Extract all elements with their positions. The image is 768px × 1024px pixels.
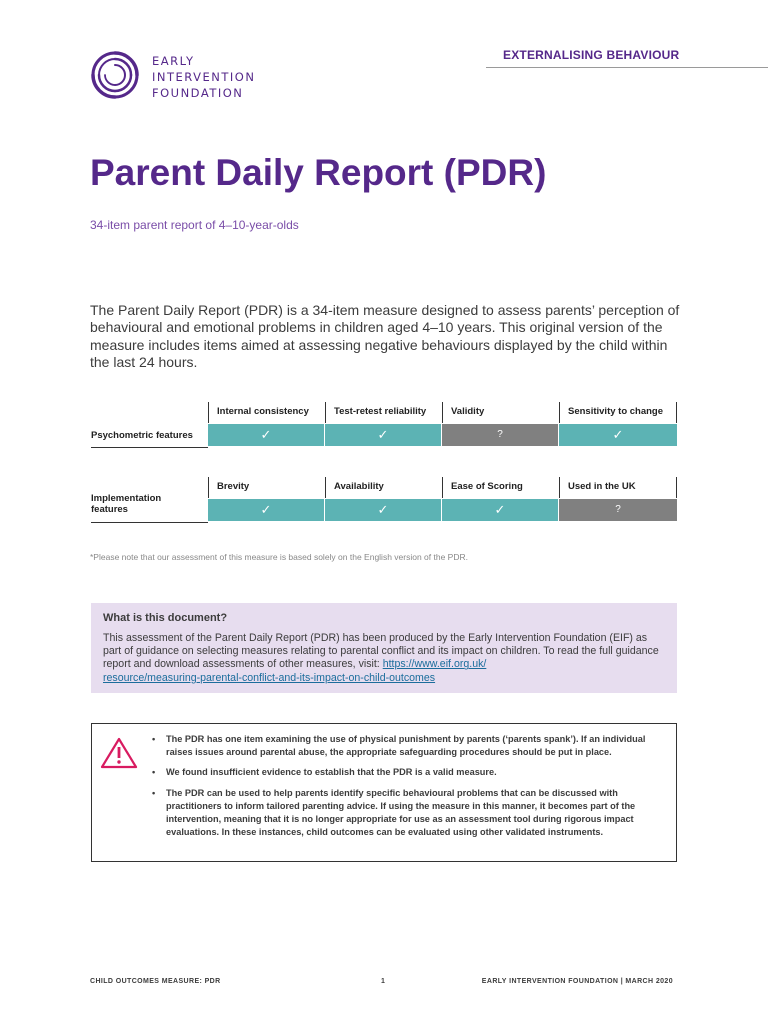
category-divider bbox=[486, 67, 768, 68]
table-row bbox=[208, 424, 677, 446]
warning-list bbox=[152, 733, 672, 846]
logo-wordmark bbox=[152, 53, 255, 101]
row-label-psychometric: Psychometric features bbox=[91, 430, 193, 441]
list-item: • The PDR can be used to help parents identify specific behavioural problems that can be discussed with practitioners to inform tailored parenting advice. If using the measure in this manner, it becomes part of the intervention, meaning that it is no longer appropriate for use as an assessment tool during rigorous impact evaluations. In these instances, child outcomes can be evaluated using other validated instruments. bbox=[152, 787, 672, 840]
col-brevity: Brevity bbox=[208, 477, 325, 498]
warning-box bbox=[91, 723, 677, 862]
guidance-link-part-1[interactable]: https://www.eif.org.uk/ bbox=[382, 658, 487, 671]
page-subtitle: 34-item parent report of 4–10-year-olds bbox=[90, 218, 299, 232]
logo-line-2: INTERVENTION bbox=[152, 70, 256, 84]
row-divider bbox=[91, 522, 208, 523]
intro-paragraph: The Parent Daily Report (PDR) is a 34-item measure designed to assess parents’ perception of behavioural and emotional problems in children aged 4–10 years. This original version of the measure includes items aimed at assessing negative behaviours displayed by the child within the last 24 hours. bbox=[90, 302, 680, 370]
logo-line-3: FOUNDATION bbox=[152, 86, 244, 100]
list-item: • The PDR has one item examining the use of physical punishment by parents (‘parents spank’). If an individual raises issues around parental abuse, the appropriate safeguarding procedures should be put in place. bbox=[152, 733, 672, 759]
footer-left: CHILD OUTCOMES MEASURE: PDR bbox=[90, 978, 221, 985]
col-availability: Availability bbox=[325, 477, 442, 498]
list-item: • We found insufficient evidence to establish that the PDR is a valid measure. bbox=[152, 766, 672, 779]
row-label-line-2: features bbox=[91, 504, 128, 515]
info-heading: What is this document? bbox=[103, 612, 228, 624]
row-label-line-1: Implementation bbox=[91, 493, 162, 504]
col-internal-consistency: Internal consistency bbox=[208, 402, 325, 423]
info-box bbox=[91, 603, 677, 693]
table-header bbox=[208, 477, 677, 498]
eif-logo bbox=[90, 50, 270, 100]
eif-logo-mark-icon bbox=[90, 50, 140, 100]
question-mark-icon: ? bbox=[559, 499, 677, 521]
info-body bbox=[103, 632, 665, 685]
check-icon: ✓ bbox=[442, 499, 558, 521]
logo-line-1: EARLY bbox=[152, 54, 195, 68]
page-title: Parent Daily Report (PDR) bbox=[90, 152, 547, 193]
col-used-in-the-uk: Used in the UK bbox=[559, 477, 677, 498]
col-test-retest-reliability: Test-retest reliability bbox=[325, 402, 442, 423]
check-icon: ✓ bbox=[325, 424, 441, 446]
col-ease-of-scoring: Ease of Scoring bbox=[442, 477, 559, 498]
category-label: EXTERNALISING BEHAVIOUR bbox=[503, 48, 680, 62]
page-number: 1 bbox=[381, 978, 386, 985]
row-divider bbox=[91, 447, 208, 448]
check-icon: ✓ bbox=[208, 424, 324, 446]
info-body-text: This assessment of the Parent Daily Report (PDR) has been produced by the Early Intervention Foundation (EIF) as part of guidance on selecting measures relating to parental conflict and its impact on children. To read the full guidance report and download assessments of other measures, visit: bbox=[103, 632, 659, 671]
footer-right: EARLY INTERVENTION FOUNDATION | MARCH 2020 bbox=[481, 978, 673, 985]
check-icon: ✓ bbox=[325, 499, 441, 521]
warning-triangle-icon bbox=[99, 736, 139, 770]
question-mark-icon: ? bbox=[442, 424, 558, 446]
guidance-link-part-2[interactable]: resource/measuring-parental-conflict-and-its-impact-on-child-outcomes bbox=[103, 671, 436, 684]
check-icon: ✓ bbox=[208, 499, 324, 521]
table-header bbox=[208, 402, 677, 423]
footnote: *Please note that our assessment of this measure is based solely on the English version of the PDR. bbox=[90, 552, 468, 562]
row-label-implementation bbox=[91, 493, 161, 515]
col-validity: Validity bbox=[442, 402, 559, 423]
check-icon: ✓ bbox=[559, 424, 677, 446]
table-row bbox=[208, 499, 677, 521]
col-sensitivity-to-change: Sensitivity to change bbox=[559, 402, 677, 423]
